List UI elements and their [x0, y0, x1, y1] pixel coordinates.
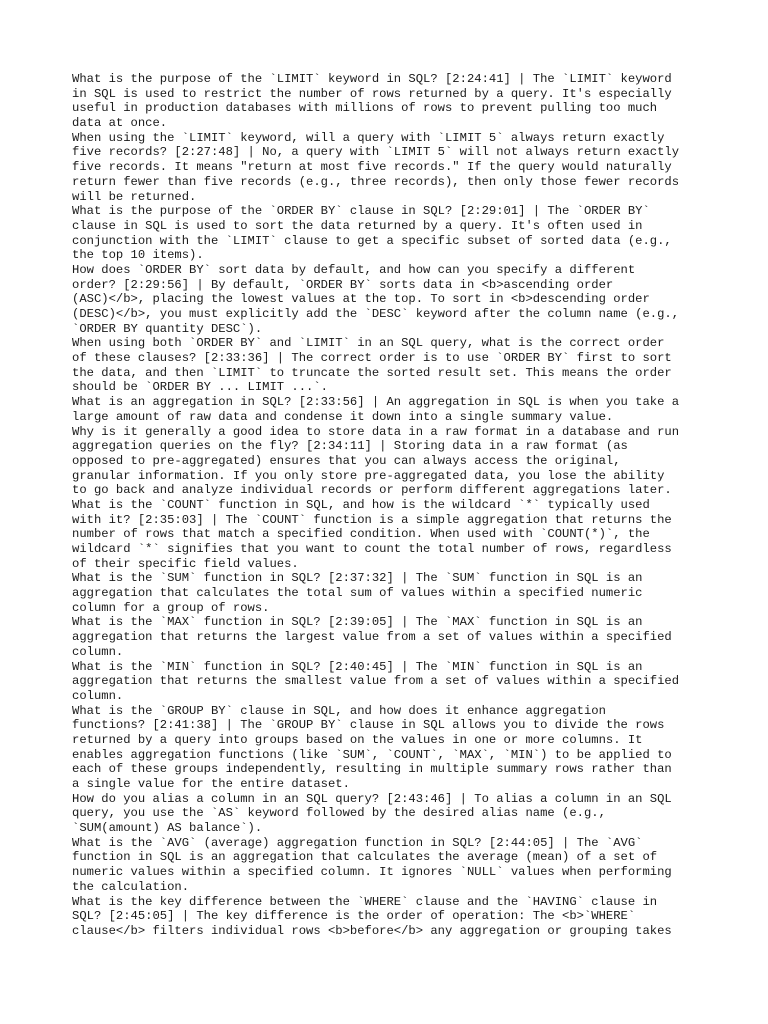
text-line: column. — [72, 644, 124, 659]
text-line: How do you alias a column in an SQL query? [2:43:46] | To alias a column in an SQL — [72, 791, 672, 806]
text-line: aggregation that returns the largest value from a set of values within a specified — [72, 630, 672, 645]
text-line: to go back and analyze individual records or perform different aggregations later. — [72, 483, 672, 498]
text-line: What is the `COUNT` function in SQL, and how is the wildcard `*` typically used — [72, 497, 650, 512]
text-line: of their specific field values. — [72, 556, 299, 571]
text-line: aggregation that calculates the total sum of values within a specified numeric — [72, 586, 643, 601]
text-line: clause</b> filters individual rows <b>before</b> any aggregation or grouping takes — [72, 923, 672, 938]
text-line: in SQL is used to restrict the number of rows returned by a query. It's especially — [72, 86, 672, 101]
text-line: function in SQL is an aggregation that calculates the average (mean) of a set of — [72, 850, 658, 865]
text-line: What is the key difference between the `WHERE` clause and the `HAVING` clause in — [72, 894, 658, 909]
text-line: What is the `GROUP BY` clause in SQL, and how does it enhance aggregation — [72, 703, 606, 718]
text-line: the calculation. — [72, 879, 190, 894]
text-line: order? [2:29:56] | By default, `ORDER BY` sorts data in <b>ascending order — [72, 277, 614, 292]
text-line: granular information. If you only store pre-aggregated data, you lose the ability — [72, 468, 665, 483]
text-line: What is the `MIN` function in SQL? [2:40:45] | The `MIN` function in SQL is an — [72, 659, 643, 674]
text-line: (DESC)</b>, you must explicitly add the `DESC` keyword after the column name (e.g., — [72, 307, 680, 321]
document-body — [72, 72, 712, 939]
text-line: useful in production databases with millions of rows to prevent pulling too much — [72, 101, 658, 116]
text-line: should be `ORDER BY ... LIMIT ...`. — [72, 380, 328, 395]
text-line: enables aggregation functions (like `SUM`, `COUNT`, `MAX`, `MIN`) to be applied to — [72, 747, 672, 762]
text-line: each of these groups independently, resulting in multiple summary rows rather than — [72, 762, 672, 777]
text-line: What is the purpose of the `LIMIT` keyword in SQL? [2:24:41] | The `LIMIT` keyword — [72, 72, 672, 86]
text-line: will be returned. — [72, 189, 197, 204]
text-line: `SUM(amount) AS balance`). — [72, 821, 263, 836]
text-line: with it? [2:35:03] | The `COUNT` function is a simple aggregation that returns the — [72, 512, 672, 527]
text-line: clause in SQL is used to sort the data returned by a query. It's often used in — [72, 218, 643, 233]
text-line: (ASC)</b>, placing the lowest values at the top. To sort in <b>descending order — [72, 292, 650, 307]
text-line: of these clauses? [2:33:36] | The correct order is to use `ORDER BY` first to sort — [72, 351, 672, 366]
text-line: five records? [2:27:48] | No, a query with `LIMIT 5` will not always return exactly — [72, 145, 680, 160]
text-line: functions? [2:41:38] | The `GROUP BY` clause in SQL allows you to divide the rows — [72, 718, 665, 733]
text-line: large amount of raw data and condense it down into a single summary value. — [72, 409, 614, 424]
text-line: data at once. — [72, 116, 168, 131]
text-line: column. — [72, 688, 124, 703]
text-line: What is the `AVG` (average) aggregation function in SQL? [2:44:05] | The `AVG` — [72, 835, 643, 850]
text-line: return fewer than five records (e.g., three records), then only those fewer records — [72, 174, 680, 189]
text-line: aggregation that returns the smallest value from a set of values within a specified — [72, 674, 680, 689]
text-line: What is the `SUM` function in SQL? [2:37:32] | The `SUM` function in SQL is an — [72, 571, 643, 586]
text-line: When using both `ORDER BY` and `LIMIT` in an SQL query, what is the correct order — [72, 336, 665, 351]
text-line: When using the `LIMIT` keyword, will a query with `LIMIT 5` always return exactly — [72, 130, 665, 145]
text-line: five records. It means "return at most five records." If the query would naturally — [72, 160, 672, 175]
text-line: aggregation queries on the fly? [2:34:11] | Storing data in a raw format (as — [72, 439, 628, 454]
text-line: the top 10 items). — [72, 248, 204, 263]
text-line: wildcard `*` signifies that you want to count the total number of rows, regardless — [72, 542, 672, 556]
text-line: SQL? [2:45:05] | The key difference is the order of operation: The <b>`WHERE` — [72, 909, 636, 924]
text-line: a single value for the entire dataset. — [72, 777, 350, 791]
text-line: returned by a query into groups based on the values in one or more columns. It — [72, 732, 643, 747]
text-line: What is the purpose of the `ORDER BY` clause in SQL? [2:29:01] | The `ORDER BY` — [72, 204, 650, 219]
text-line: opposed to pre-aggregated) ensures that you can always access the original, — [72, 453, 621, 468]
text-line: What is the `MAX` function in SQL? [2:39:05] | The `MAX` function in SQL is an — [72, 615, 643, 630]
text-line: `ORDER BY quantity DESC`). — [72, 321, 263, 336]
text-line: the data, and then `LIMIT` to truncate the sorted result set. This means the order — [72, 365, 672, 380]
text-line: number of rows that match a specified condition. When used with `COUNT(*)`, the — [72, 527, 650, 542]
text-line: query, you use the `AS` keyword followed by the desired alias name (e.g., — [72, 806, 606, 821]
text-line: column for a group of rows. — [72, 600, 270, 615]
text-line: numeric values within a specified column. It ignores `NULL` values when performing — [72, 865, 672, 880]
text-line: How does `ORDER BY` sort data by default, and how can you specify a different — [72, 262, 636, 277]
text-line: conjunction with the `LIMIT` clause to get a specific subset of sorted data (e.g., — [72, 233, 672, 248]
text-line: Why is it generally a good idea to store data in a raw format in a database and run — [72, 424, 680, 439]
text-line: What is an aggregation in SQL? [2:33:56] | An aggregation in SQL is when you take a — [72, 395, 680, 410]
